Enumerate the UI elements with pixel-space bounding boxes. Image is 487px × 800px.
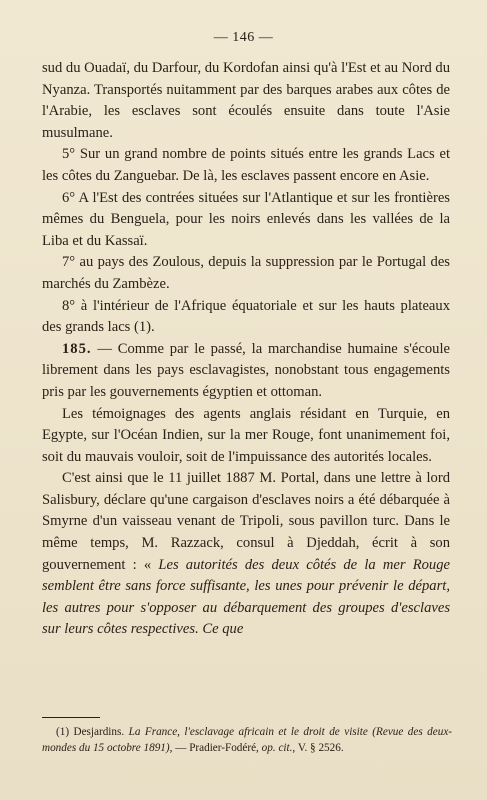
page-number: — 146 — [213,30,274,45]
paragraph-continuation: sud du Ouadaï, du Darfour, du Kordofan ainsi qu'à l'Est et au Nord du Nyanza. Transportés nuitamment par des barques arabes aux côtes de l'Arabie, les esclaves sont écoulés ensuite dans toute l'Asie musulmane. [42,60,450,141]
paragraph-item-7: 7° au pays des Zoulous, depuis la suppression par le Portugal des marchés du Zambèze. [42,254,450,292]
section-text: — Comme par le passé, la marchandise humaine s'écoule librement dans les pays esclavagistes, nonobstant tous engagements pris par les gouvernements égyptien et ottoman. [42,340,450,400]
footnote-author: Desjardins. [73,726,125,738]
paragraph-portal [42,468,450,641]
footnote-marker: (1) [56,726,70,738]
paragraph-item-8: 8° à l'intérieur de l'Afrique équatoriale et sur les hauts plateaux des grands lacs (1). [42,297,450,336]
footnote [42,724,452,756]
footnote-source: (Revue des deux-mondes du 15 octobre 1891), [42,726,453,754]
footnote-title: La France, l'esclavage africain et le droit de visite [128,726,368,738]
footnote-ref: op. cit., [261,742,296,754]
footnote-rest: — Pradier-Fodéré, [175,742,259,754]
paragraph-item-6: 6° A l'Est des contrées situées sur l'Atlantique et sur les frontières mêmes du Benguela, pour les noirs enlevés dans les vallées de la Liba et du Kassaï. [42,189,450,249]
footnote-divider [42,717,100,718]
paragraph-portal-text: C'est ainsi que le 11 juillet 1887 M. Portal, dans une lettre à lord Salisbury, déclare qu'une cargaison d'esclaves noirs a été débarquée à Smyrne d'un vaisseau venant de Tripoli, sous pavillon turc. Dans le même temps, M. Razzack, consul à Djeddah, écrit à son gouvernement : « [42,470,450,573]
footnote-tail: V. § 2526. [297,742,344,754]
paragraph-agents: Les témoignages des agents anglais résidant en Turquie, en Egypte, sur l'Océan Indien, sur la mer Rouge, font unanimement foi, soit du mauvais vouloir, soit de l'impuissance des autorités locales. [42,405,450,465]
paragraph-item-5: 5° Sur un grand nombre de points situés entre les grands Lacs et les côtes du Zanguebar. De là, les esclaves passent encore en Asie. [42,146,450,184]
section-185-paragraph [42,339,450,404]
main-text [42,58,450,641]
quotation-italic: Les autorités des deux côtés de la mer Rouge semblent être sans force suffisante, les unes pour prévenir le départ, les autres pour s'opposer au débarquement des groupes d'esclaves sur leurs côtes respectives. Ce que [42,556,450,638]
section-number: 185. [62,340,92,357]
